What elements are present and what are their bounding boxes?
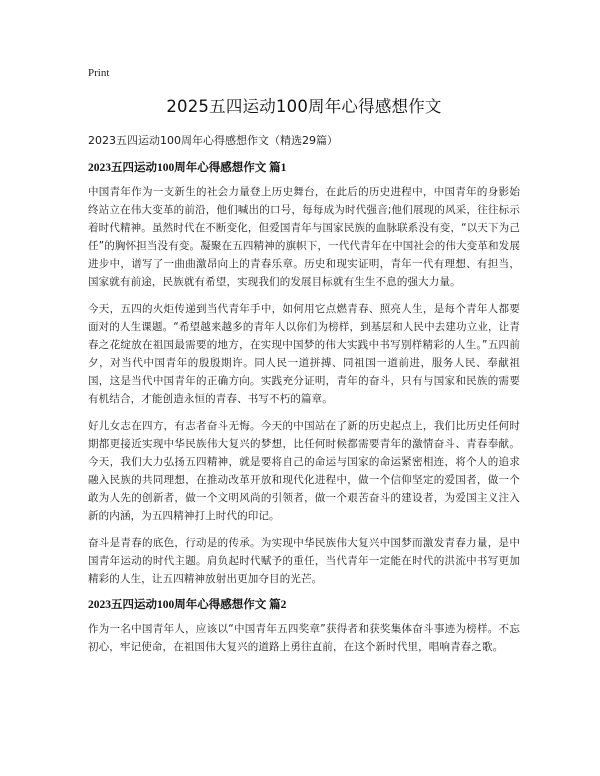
section-heading-1: 2023五四运动100周年心得感想作文 篇1 <box>88 162 287 174</box>
paragraph: 作为一名中国青年人，应该以“中国青年五四奖章”获得者和获奖集体奋斗事迹为榜样。不忘初心，牢记使命，在祖国伟大复兴的道路上勇往直前，在这个新时代里，唱响青春之歌。 <box>88 623 520 653</box>
paragraph: 今天，五四的火炬传递到当代青年手中，如何用它点燃青春、照亮人生，是每个青年人都要面对的人生课题。“希望越来越多的青年人以你们为榜样，到基层和人民中去建功立业，让青春之花绽放在祖国最需要的地方，在实现中国梦的伟大实践中书写别样精彩的人生。”五四前夕，对当代中国青年的殷殷期许。同人民一道拼搏、同祖国一道前进，服务人民、奉献祖国，这是当代中国青年的正确方向。实践充分证明，青年的奋斗，只有与国家和民族的需要有机结合，才能创造永恒的青春、书写不朽的篇章。 <box>88 303 520 405</box>
paragraph: 奋斗是青春的底色，行动是的传承。为实现中华民族伟大复兴中国梦而激发青春力量，是中国青年运动的时代主题。肩负起时代赋予的重任，当代青年一定能在时代的洪流中书写更加精彩的人生，让五四精神放射出更加夺目的光芒。 <box>88 537 520 585</box>
section-heading-2: 2023五四运动100周年心得感想作文 篇2 <box>88 599 287 611</box>
print-link[interactable]: Print <box>88 67 110 79</box>
document-subtitle: 2023五四运动100周年心得感想作文（精选29篇） <box>88 134 338 147</box>
paragraph: 好儿女志在四方，有志者奋斗无悔。今天的中国站在了新的历史起点上，我们比历史任何时期都更接近实现中华民族伟大复兴的梦想，比任何时候都需要青年的激情奋斗、青春奉献。今天，我们大力弘扬五四精神，就是要将自己的命运与国家的命运紧密相连，将个人的追求融入民族的共同理想，在推动改革开放和现代化进程中，做一个信仰坚定的爱国者，做一个敢为人先的创新者，做一个文明风尚的引领者，做一个艰苦奋斗的建设者，为爱国主义注入新的内涵，为五四精神打上时代的印记。 <box>88 420 520 522</box>
document-title: 2025五四运动100周年心得感想作文 <box>166 97 442 116</box>
document-page <box>88 66 520 665</box>
paragraph: 中国青年作为一支新生的社会力量登上历史舞台，在此后的历史进程中，中国青年的身影始终站立在伟大变革的前沿，他们喊出的口号，每每成为时代强音;他们展现的风采，往往标示着时代精神。虽然时代在不断变化，但爱国青年与国家民族的血脉联系没有变，“以天下为己任”的胸怀担当没有变。凝聚在五四精神的旗帜下，一代代青年在中国社会的伟大变革和发展进步中，谱写了一曲曲激昂向上的青春乐章。历史和现实证明，青年一代有理想、有担当，国家就有前途，民族就有希望，实现我们的发展目标就有生生不息的强大力量。 <box>88 186 520 288</box>
